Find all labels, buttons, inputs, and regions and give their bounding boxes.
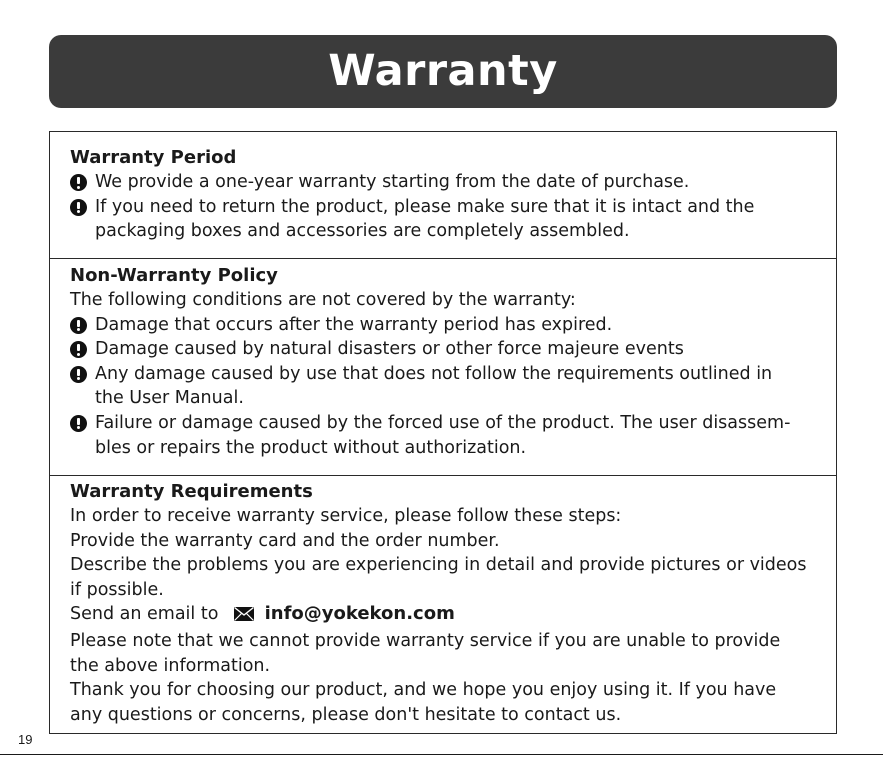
page-title: Warranty xyxy=(328,46,558,96)
requirements-line: Thank you for choosing our product, and we hope you enjoy using it. If you have xyxy=(70,680,777,701)
bullet-text: Failure or damage caused by the forced use of the product. The user disassem- xyxy=(95,412,791,433)
footer-rule xyxy=(0,754,883,755)
email-line xyxy=(70,602,826,629)
bullet-item xyxy=(70,337,826,362)
requirements-line: if possible. xyxy=(70,579,164,600)
bullet-text: the User Manual. xyxy=(95,388,244,409)
warranty-requirements-heading: Warranty Requirements xyxy=(70,481,313,502)
non-warranty-intro: The following conditions are not covered by the warranty: xyxy=(70,290,576,310)
bullet-text: Any damage caused by use that does not follow the requirements outlined in xyxy=(95,363,773,384)
support-email-link[interactable]: info@yokekon.com xyxy=(264,603,455,625)
non-warranty-heading: Non-Warranty Policy xyxy=(70,265,278,286)
requirements-line: the above information. xyxy=(70,655,271,676)
page-number: 19 xyxy=(18,732,33,747)
requirements-line: any questions or concerns, please don't hesitate to contact us. xyxy=(70,704,622,725)
warranty-period-heading: Warranty Period xyxy=(70,147,237,168)
bullet-text: Damage caused by natural disasters or other force majeure events xyxy=(95,339,684,360)
exclamation-circle-icon xyxy=(70,341,87,358)
bullet-text: We provide a one-year warranty starting from the date of purchase. xyxy=(95,172,690,192)
exclamation-circle-icon xyxy=(70,415,87,432)
exclamation-circle-icon xyxy=(70,199,87,216)
requirements-line: Describe the problems you are experiencing in detail and provide pictures or videos xyxy=(70,555,807,576)
bullet-item xyxy=(70,411,826,460)
non-warranty-section xyxy=(50,263,836,460)
requirements-line: Please note that we cannot provide warranty service if you are unable to provide xyxy=(70,630,781,651)
warranty-requirements-section xyxy=(50,479,836,727)
bullet-item xyxy=(70,170,826,195)
section-divider xyxy=(50,258,836,259)
bullet-text: bles or repairs the product without authorization. xyxy=(95,437,527,458)
bullet-item xyxy=(70,313,826,338)
bullet-item xyxy=(70,195,826,244)
bullet-text: packaging boxes and accessories are completely assembled. xyxy=(95,221,630,242)
bullet-text: Damage that occurs after the warranty period has expired. xyxy=(95,314,613,335)
exclamation-circle-icon xyxy=(70,366,87,383)
bullet-text: If you need to return the product, please make sure that it is intact and the xyxy=(95,196,755,217)
warranty-period-section xyxy=(50,145,836,244)
bullet-item xyxy=(70,362,826,411)
requirements-line: Provide the warranty card and the order number. xyxy=(70,530,500,551)
envelope-icon xyxy=(234,604,254,629)
section-divider xyxy=(50,475,836,476)
title-banner xyxy=(49,35,837,108)
email-prefix: Send an email to xyxy=(70,604,219,625)
requirements-line: In order to receive warranty service, please follow these steps: xyxy=(70,506,622,526)
exclamation-circle-icon xyxy=(70,317,87,334)
warranty-box xyxy=(49,131,837,734)
exclamation-circle-icon xyxy=(70,174,87,191)
